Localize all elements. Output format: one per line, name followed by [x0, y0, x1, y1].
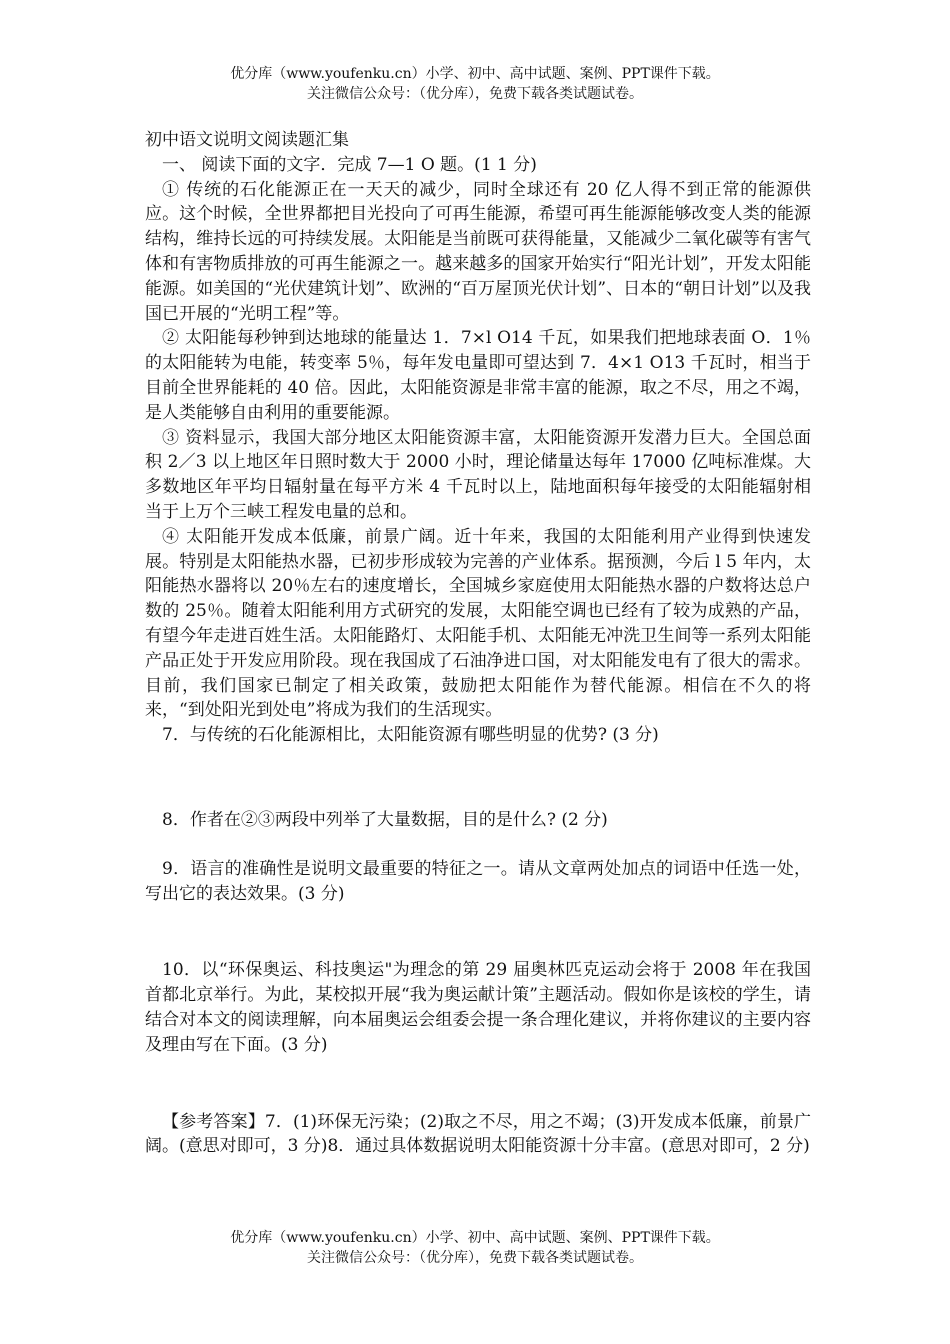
paragraph-4: ④ 太阳能开发成本低廉，前景广阔。近十年来，我国的太阳能利用产业得到快速发展。特别是太阳能热水器，已初步形成较为完善的产业体系。据预测，今后 l 5 年内，太阳能热水器将以 20％左右的速度增长，全国城乡家庭使用太阳能热水器的户数将达总户数的 25％。随着太阳能利用方式研究的发展，太阳能空调也已经有了较为成熟的产品，有望今年走进百姓生活。太阳能路灯、太阳能手机、太阳能无冲洗卫生间等一系列太阳能产品正处于开发应用阶段。现在我国成了石油净进口国，对太阳能发电有了很大的需求。目前，我们国家已制定了相关政策，鼓励把太阳能作为替代能源。相信在不久的将来，“到处阳光到处电”将成为我们的生活现实。 [145, 526, 811, 721]
header-line-2: 关注微信公众号：（优分库），免费下载各类试题试卷。 [307, 86, 643, 102]
page-header [0, 64, 950, 104]
question-7: 7．与传统的石化能源相比，太阳能资源有哪些明显的优势? (3 分) [162, 725, 659, 746]
doc-title: 初中语文说明文阅读题汇集 [145, 130, 349, 150]
page-footer [0, 1228, 950, 1268]
question-8: 8．作者在②③两段中列举了大量数据，目的是什么? (2 分) [162, 809, 608, 830]
answer-space [145, 833, 811, 857]
paragraph-3: ③ 资料显示，我国大部分地区太阳能资源丰富，太阳能资源开发潜力巨大。全国总面积 2／3 以上地区年日照时数大于 2000 小时，理论储量达每年 17000 亿吨标准煤。大多数地区年平均日辐射量在每平方米 4 千瓦时以上，陆地面积每年接受的太阳能辐射相当于上万个三峡工程发电量的总和。 [145, 427, 811, 522]
paragraph-2: ② 太阳能每秒钟到达地球的能量达 1．7×l O14 千瓦，如果我们把地球表面 O．1％的太阳能转为电能，转变率 5％，每年发电量即可望达到 7．4×1 O13 千瓦时，相当于目前全世界能耗的 40 倍。因此，太阳能资源是非常丰富的能源，取之不尽，用之不竭，是人类能够自由利用的重要能源。 [145, 328, 811, 423]
footer-line-1: 优分库（www.youfenku.cn）小学、初中、高中试题、案例、PPT课件下载。 [230, 1230, 720, 1246]
footer-line-2: 关注微信公众号：（优分库），免费下载各类试题试卷。 [307, 1250, 643, 1266]
reference-answer: 【参考答案】7．(1)环保无污染；(2)取之不尽，用之不竭；(3)开发成本低廉，前景广阔。(意思对即可，3 分)8．通过具体数据说明太阳能资源十分丰富。(意思对即可，2 分) [145, 1111, 811, 1157]
document-body [145, 128, 811, 1159]
paragraph-1: ① 传统的石化能源正在一天天的减少，同时全球还有 20 亿人得不到正常的能源供应。这个时候，全世界都把目光投向了可再生能源，希望可再生能源能够改变人类的能源结构，维持长远的可持续发展。太阳能是当前既可获得能量，又能减少二氧化碳等有害气体和有害物质排放的可再生能源之一。越来越多的国家开始实行“阳光计划”，开发太阳能能源。如美国的“光伏建筑计划”、欧洲的“百万屋顶光伏计划”、日本的“朝日计划”以及我国已开展的“光明工程”等。 [145, 179, 811, 324]
question-10: 10．以“环保奥运、科技奥运"为理念的第 29 届奥林匹克运动会将于 2008 年在我国首都北京举行。为此，某校拟开展“我为奥运献计策”主题活动。假如你是该校的学生，请结合对本文的阅读理解，向本届奥运会组委会提一条合理化建议，并将你建议的主要内容及理由写在下面。(3 分) [145, 960, 811, 1055]
question-9: 9．语言的准确性是说明文最重要的特征之一。请从文章两处加点的词语中任选一处，写出它的表达效果。(3 分) [145, 858, 811, 904]
answer-space [145, 748, 811, 808]
header-line-1: 优分库（www.youfenku.cn）小学、初中、高中试题、案例、PPT课件下载。 [230, 66, 720, 82]
answer-space [145, 906, 811, 958]
answer-space [145, 1058, 811, 1110]
section-heading: 一、 阅读下面的文字．完成 7—1 O 题。(1 1 分) [162, 154, 537, 175]
